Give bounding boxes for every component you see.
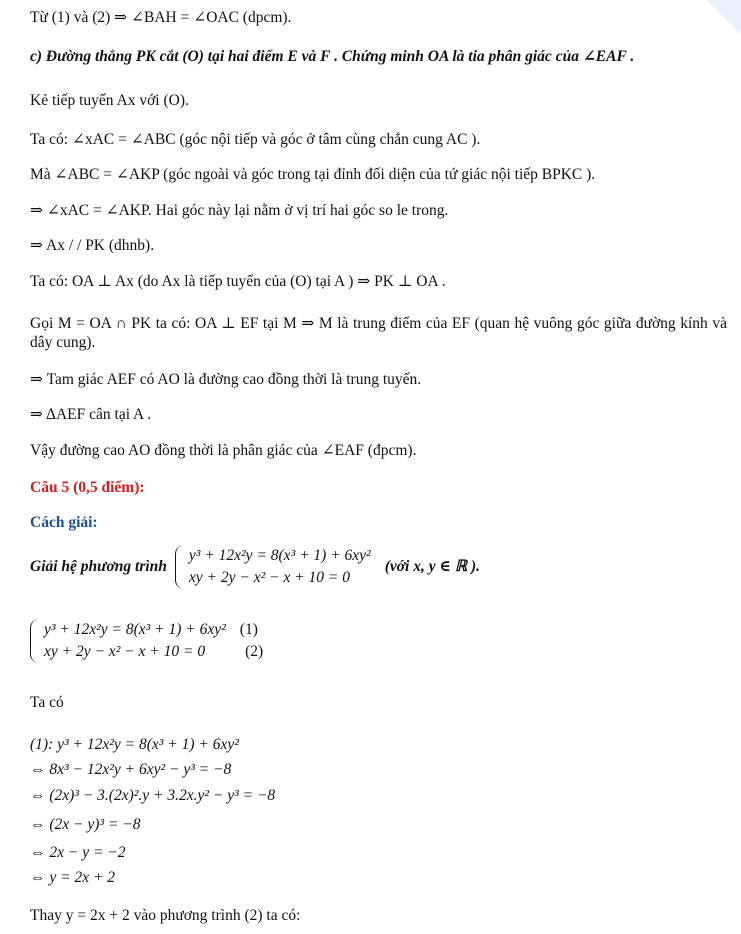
step-1: (1): y³ + 12x²y = 8(x³ + 1) + 6xy² xyxy=(30,736,239,753)
text-line-midpoint: Gọi M = OA ∩ PK ta có: OA ⊥ EF tại M ⇒ M là trung điểm của EF (quan hệ vuông góc giữa đường kính và dây cung). xyxy=(30,315,727,351)
step-3: ⇔ (2x)³ − 3.(2x)².y + 3.2x.y² − y³ = −8 xyxy=(30,787,276,804)
problem-statement xyxy=(30,545,480,589)
step-6: ⇔ y = 2x + 2 xyxy=(30,869,116,886)
system-equation-2: xy + 2y − x² − x + 10 = 0 (2) xyxy=(44,643,264,660)
text-line-taco: Ta có xyxy=(30,694,64,711)
system-equation-1: y³ + 12x²y = 8(x³ + 1) + 6xy² (1) xyxy=(44,621,258,638)
part-c-heading: c) Đường thẳng PK cắt (O) tại hai điểm E và F . Chứng minh OA là tia phân giác của ∠EAF . xyxy=(30,48,635,65)
problem-condition: (với x, y ∈ ℝ ). xyxy=(384,558,481,575)
problem-label: Giải hệ phương trình xyxy=(30,558,167,575)
text-line-angle-xac: Ta có: ∠xAC = ∠ABC (góc nội tiếp và góc ở tâm cùng chắn cung AC ). xyxy=(30,131,481,148)
equation-system xyxy=(30,619,263,663)
text-line-conclusion-b: Từ (1) và (2) ⇒ ∠BAH = ∠OAC (dpcm). xyxy=(30,9,292,26)
text-line-substitute: Thay y = 2x + 2 vào phương trình (2) ta có: xyxy=(30,907,301,924)
text-line-perpendicular: Ta có: OA ⊥ Ax (do Ax là tiếp tuyến của (O) tại A ) ⇒ PK ⊥ OA . xyxy=(30,273,446,290)
question-5-heading: Câu 5 (0,5 điểm): xyxy=(30,479,145,496)
step-4: ⇔ (2x − y)³ = −8 xyxy=(30,816,141,833)
text-line-parallel: ⇒ Ax / / PK (dhnb). xyxy=(30,237,155,254)
text-line-conclusion-c: Vậy đường cao AO đồng thời là phân giác của ∠EAF (đpcm). xyxy=(30,442,417,459)
step-2: ⇔ 8x³ − 12x²y + 6xy² − y³ = −8 xyxy=(30,761,232,778)
step-5: ⇔ 2x − y = −2 xyxy=(30,844,126,861)
solution-heading: Cách giải: xyxy=(30,514,98,531)
text-line-isosceles: ⇒ ΔAEF cân tại A . xyxy=(30,406,152,423)
text-line-alternate-angles: ⇒ ∠xAC = ∠AKP. Hai góc này lại nằm ở vị trí hai góc so le trong. xyxy=(30,202,449,219)
text-line-triangle-aef: ⇒ Tam giác AEF có AO là đường cao đồng thời là trung tuyến. xyxy=(30,371,422,388)
text-line-angle-abc: Mà ∠ABC = ∠AKP (góc ngoài và góc trong tại đỉnh đối diện của tứ giác nội tiếp BPKC ). xyxy=(30,166,596,183)
problem-equation-2: xy + 2y − x² − x + 10 = 0 xyxy=(188,569,351,586)
problem-system xyxy=(175,545,371,589)
problem-equation-1: y³ + 12x²y = 8(x³ + 1) + 6xy² xyxy=(188,547,371,564)
text-line-tangent: Kẻ tiếp tuyến Ax với (O). xyxy=(30,92,189,109)
